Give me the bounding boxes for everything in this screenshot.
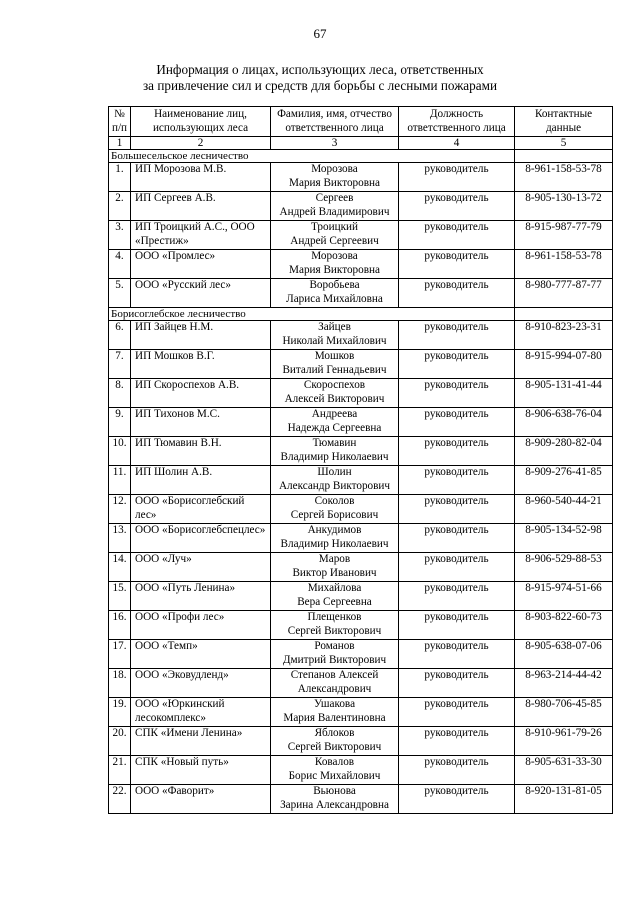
table-row (109, 350, 613, 379)
position: руководитель (399, 408, 515, 437)
person-given-names: Виктор Иванович (292, 566, 377, 579)
table-row (109, 669, 613, 698)
person-surname: Андреева (311, 408, 358, 420)
contact-phone: 8-960-540-44-21 (515, 495, 613, 524)
contact-phone: 8-910-823-23-31 (515, 321, 613, 350)
position: руководитель (399, 524, 515, 553)
person-surname: Сергеев (315, 192, 354, 204)
table-row (109, 250, 613, 279)
responsible-person (271, 524, 399, 553)
row-number: 2. (109, 192, 131, 221)
person-surname: Морозова (311, 163, 358, 175)
position: руководитель (399, 785, 515, 814)
row-number: 13. (109, 524, 131, 553)
organization-name: ИП Скороспехов А.В. (131, 379, 271, 408)
organization-name: ООО «Луч» (131, 553, 271, 582)
person-surname: Маров (318, 553, 351, 565)
organization-name: ООО «Борисоглебский лес» (131, 495, 271, 524)
responsible-person (271, 698, 399, 727)
contact-phone: 8-905-130-13-72 (515, 192, 613, 221)
table-row (109, 279, 613, 308)
document-title (100, 62, 540, 94)
table-row (109, 495, 613, 524)
organization-name: ООО «Промлес» (131, 250, 271, 279)
table-row (109, 640, 613, 669)
table-row (109, 756, 613, 785)
organization-name: ИП Морозова М.В. (131, 163, 271, 192)
responsible-person (271, 250, 399, 279)
col-number: 5 (515, 137, 613, 150)
person-given-names: Виталий Геннадьевич (282, 363, 387, 376)
contact-phone: 8-915-994-07-80 (515, 350, 613, 379)
row-number: 12. (109, 495, 131, 524)
person-given-names: Александр Викторович (278, 479, 391, 492)
responsible-person (271, 163, 399, 192)
row-number: 5. (109, 279, 131, 308)
organization-name: ИП Троицкий А.С., ООО «Престиж» (131, 221, 271, 250)
responsible-person (271, 408, 399, 437)
contact-phone: 8-980-706-45-85 (515, 698, 613, 727)
position: руководитель (399, 350, 515, 379)
col-number: 4 (399, 137, 515, 150)
person-surname: Троицкий (311, 221, 358, 233)
contact-phone: 8-909-276-41-85 (515, 466, 613, 495)
responsible-person (271, 437, 399, 466)
responsible-person (271, 192, 399, 221)
person-surname: Анкудимов (307, 524, 362, 536)
row-number: 17. (109, 640, 131, 669)
person-given-names: Мария Викторовна (289, 263, 380, 276)
contact-phone: 8-915-987-77-79 (515, 221, 613, 250)
position: руководитель (399, 640, 515, 669)
title-line-1: Информация о лицах, использующих леса, ответственных (156, 62, 484, 77)
person-surname: Вьюнова (313, 785, 356, 797)
position: руководитель (399, 221, 515, 250)
table-row (109, 727, 613, 756)
row-number: 3. (109, 221, 131, 250)
responsible-person (271, 611, 399, 640)
contact-phone: 8-915-974-51-66 (515, 582, 613, 611)
row-number: 10. (109, 437, 131, 466)
responsible-person (271, 756, 399, 785)
person-surname: Соколов (314, 495, 355, 507)
organization-name: ИП Тюмавин В.Н. (131, 437, 271, 466)
section-title: Борисоглебское лесничество (109, 308, 515, 321)
person-given-names: Борис Михайлович (288, 769, 381, 782)
organization-name: ИП Сергеев А.В. (131, 192, 271, 221)
position: руководитель (399, 495, 515, 524)
table-row (109, 163, 613, 192)
organization-name: ООО «Русский лес» (131, 279, 271, 308)
person-given-names: Владимир Николаевич (280, 450, 389, 463)
table-row (109, 553, 613, 582)
row-number: 1. (109, 163, 131, 192)
person-surname: Тюмавин (312, 437, 357, 449)
row-number: 6. (109, 321, 131, 350)
person-surname: Ковалов (314, 756, 355, 768)
organization-name: СПК «Новый путь» (131, 756, 271, 785)
person-surname: Воробьева (309, 279, 360, 291)
table-row (109, 582, 613, 611)
organization-name: ИП Мошков В.Г. (131, 350, 271, 379)
position: руководитель (399, 466, 515, 495)
person-given-names: Алексей Викторович (284, 392, 385, 405)
responsible-person (271, 221, 399, 250)
col-number: 2 (131, 137, 271, 150)
table-row (109, 408, 613, 437)
col-number: 1 (109, 137, 131, 150)
position: руководитель (399, 727, 515, 756)
person-surname: Романов (314, 640, 355, 652)
organization-name: ООО «Юркинский лесокомплекс» (131, 698, 271, 727)
person-surname: Яблоков (314, 727, 355, 739)
contact-phone: 8-961-158-53-78 (515, 163, 613, 192)
row-number: 16. (109, 611, 131, 640)
person-given-names: Мария Валентиновна (283, 711, 386, 724)
row-number: 9. (109, 408, 131, 437)
organization-name: ООО «Борисоглебспецлес» (131, 524, 271, 553)
row-number: 20. (109, 727, 131, 756)
person-given-names: Вера Сергеевна (297, 595, 372, 608)
position: руководитель (399, 437, 515, 466)
person-given-names: Зарина Александровна (280, 798, 389, 811)
responsible-person (271, 582, 399, 611)
person-surname: Шолин (317, 466, 352, 478)
contact-phone: 8-963-214-44-42 (515, 669, 613, 698)
section-blank-cell (515, 150, 613, 163)
person-surname: Зайцев (318, 321, 351, 333)
header-no: № п/п (109, 107, 131, 137)
person-given-names: Николай Михайлович (282, 334, 387, 347)
person-surname: Ушакова (313, 698, 356, 710)
row-number: 18. (109, 669, 131, 698)
person-surname: Мошков (314, 350, 355, 362)
row-number: 7. (109, 350, 131, 379)
position: руководитель (399, 163, 515, 192)
position: руководитель (399, 582, 515, 611)
table-row (109, 466, 613, 495)
responsible-person (271, 727, 399, 756)
header-contact: Контактные данные (515, 107, 613, 137)
row-number: 21. (109, 756, 131, 785)
contact-phone: 8-903-822-60-73 (515, 611, 613, 640)
responsible-person (271, 379, 399, 408)
contact-phone: 8-920-131-81-05 (515, 785, 613, 814)
organization-name: ИП Зайцев Н.М. (131, 321, 271, 350)
organization-name: ИП Шолин А.В. (131, 466, 271, 495)
responsible-person (271, 640, 399, 669)
contact-phone: 8-906-638-76-04 (515, 408, 613, 437)
responsible-person (271, 466, 399, 495)
row-number: 14. (109, 553, 131, 582)
header-name: Наименование лиц, использующих леса (131, 107, 271, 137)
contact-phone: 8-905-131-41-44 (515, 379, 613, 408)
responsible-person (271, 553, 399, 582)
row-number: 15. (109, 582, 131, 611)
responsible-persons-table (108, 106, 613, 814)
organization-name: СПК «Имени Ленина» (131, 727, 271, 756)
person-given-names: Сергей Викторович (287, 740, 382, 753)
position: руководитель (399, 553, 515, 582)
row-number: 11. (109, 466, 131, 495)
table-row (109, 321, 613, 350)
table-row (109, 192, 613, 221)
contact-phone: 8-980-777-87-77 (515, 279, 613, 308)
responsible-person (271, 669, 399, 698)
person-given-names: Надежда Сергеевна (287, 421, 382, 434)
position: руководитель (399, 756, 515, 785)
person-given-names: Дмитрий Викторович (282, 653, 387, 666)
organization-name: ООО «Темп» (131, 640, 271, 669)
position: руководитель (399, 279, 515, 308)
responsible-person (271, 785, 399, 814)
responsible-person (271, 350, 399, 379)
person-surname: Скороспехов (303, 379, 366, 391)
page-number: 67 (313, 26, 327, 41)
person-surname: Михайлова (307, 582, 362, 594)
person-surname: Морозова (311, 250, 358, 262)
section-title: Большесельское лесничество (109, 150, 515, 163)
responsible-person (271, 495, 399, 524)
header-position: Должность ответственного лица (399, 107, 515, 137)
table-row (109, 698, 613, 727)
contact-phone: 8-910-961-79-26 (515, 727, 613, 756)
position: руководитель (399, 321, 515, 350)
table-row (109, 437, 613, 466)
contact-phone: 8-906-529-88-53 (515, 553, 613, 582)
position: руководитель (399, 192, 515, 221)
row-number: 4. (109, 250, 131, 279)
person-given-names: Андрей Сергеевич (290, 234, 379, 247)
organization-name: ООО «Фаворит» (131, 785, 271, 814)
person-given-names: Владимир Николаевич (280, 537, 389, 550)
table-row (109, 524, 613, 553)
organization-name: ООО «Эковудленд» (131, 669, 271, 698)
person-given-names: Александрович (297, 682, 372, 695)
contact-phone: 8-905-631-33-30 (515, 756, 613, 785)
header-fio: Фамилия, имя, отчество ответственного лица (271, 107, 399, 137)
col-number: 3 (271, 137, 399, 150)
table-row (109, 221, 613, 250)
contact-phone: 8-909-280-82-04 (515, 437, 613, 466)
person-given-names: Мария Викторовна (289, 176, 380, 189)
person-given-names: Сергей Викторович (287, 624, 382, 637)
title-line-2: за привлечение сил и средств для борьбы с лесными пожарами (142, 78, 498, 93)
table-row (109, 379, 613, 408)
organization-name: ООО «Профи лес» (131, 611, 271, 640)
table-row (109, 611, 613, 640)
responsible-person (271, 279, 399, 308)
contact-phone: 8-905-638-07-06 (515, 640, 613, 669)
position: руководитель (399, 250, 515, 279)
row-number: 19. (109, 698, 131, 727)
section-blank-cell (515, 308, 613, 321)
contact-phone: 8-961-158-53-78 (515, 250, 613, 279)
contact-phone: 8-905-134-52-98 (515, 524, 613, 553)
position: руководитель (399, 698, 515, 727)
person-given-names: Лариса Михайловна (286, 292, 383, 305)
position: руководитель (399, 669, 515, 698)
person-given-names: Андрей Владимирович (279, 205, 390, 218)
organization-name: ИП Тихонов М.С. (131, 408, 271, 437)
table-row (109, 785, 613, 814)
organization-name: ООО «Путь Ленина» (131, 582, 271, 611)
row-number: 22. (109, 785, 131, 814)
person-surname: Степанов Алексей (290, 669, 379, 681)
person-surname: Плещенков (307, 611, 362, 623)
position: руководитель (399, 379, 515, 408)
responsible-person (271, 321, 399, 350)
person-given-names: Сергей Борисович (290, 508, 379, 521)
position: руководитель (399, 611, 515, 640)
row-number: 8. (109, 379, 131, 408)
